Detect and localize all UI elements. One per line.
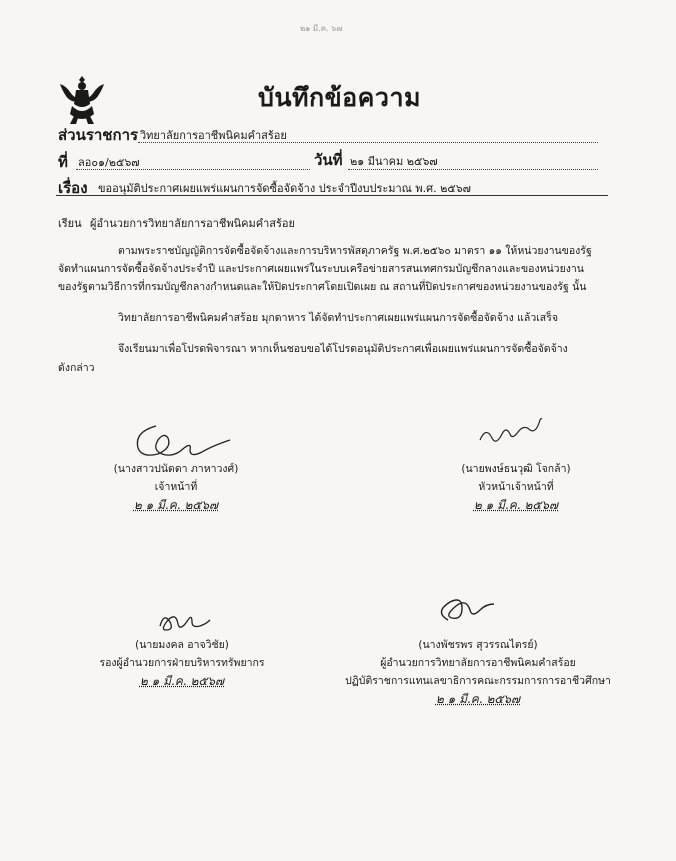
signature-1-name: (นางสาวปนัดดา ภาหาวงศ์) (113, 463, 239, 475)
agency-label: ส่วนราชการ (58, 126, 139, 144)
garuda-emblem-icon (56, 72, 108, 128)
signature-2-date: ๒ ๑ มี.ค. ๒๕๖๗ (473, 498, 559, 512)
date-value: ๒๑ มีนาคม ๒๕๖๗ (350, 155, 438, 168)
top-stamp: ๒๑ มี.ค. ๖๗ (300, 24, 343, 33)
ref-label: ที่ (58, 153, 68, 171)
ref-value: ลอ๐๑/๒๕๖๗ (78, 156, 140, 169)
agency-value: วิทยาลัยการอาชีพนิคมคำสร้อย (140, 129, 287, 142)
signature-2-name: (นายพงษ์ธนวุฒิ โจกล้า) (461, 463, 571, 475)
signature-3-position: รองผู้อำนวยการฝ่ายบริหารทรัพยากร (99, 657, 265, 669)
body-p1-line2: จัดทำแผนการจัดซื้อจัดจ้างประจำปี และประกาศเผยแพร่ในระบบเครือข่ายสารสนเทศกรมบัญชีกลางและของหน่วยงาน (58, 263, 584, 275)
signature-4-scribble (430, 594, 500, 630)
date-label: วันที่ (314, 151, 343, 169)
ref-underline (76, 169, 310, 170)
signature-3-scribble (154, 608, 214, 636)
body-p3-line2: ดังกล่าว (58, 362, 95, 374)
signature-1-scribble (126, 420, 236, 462)
signature-4-position: ผู้อำนวยการวิทยาลัยการอาชีพนิคมคำสร้อย (380, 657, 576, 669)
signature-1-date: ๒ ๑ มี.ค. ๒๕๖๗ (133, 498, 219, 512)
signature-2-scribble (476, 418, 556, 448)
agency-underline (138, 142, 598, 143)
body-p1-line3: ของรัฐตามวิธีการที่กรมบัญชีกลางกำหนดและให้ปิดประกาศโดยเปิดเผย ณ สถานที่ปิดประกาศของหน่วยงานของรัฐ นั้น (58, 281, 587, 293)
signature-3-name: (นายมงคล อาจวิชัย) (135, 639, 229, 651)
body-p2: วิทยาลัยการอาชีพนิคมคำสร้อย มุกดาหาร ได้จัดทำประกาศเผยแพร่แผนการจัดซื้อจัดจ้าง แล้วเสร็จ (118, 312, 559, 324)
body-p1-line1: ตามพระราชบัญญัติการจัดซื้อจัดจ้างและการบริหารพัสดุภาครัฐ พ.ศ.๒๕๖๐ มาตรา ๑๑ ให้หน่วยงานของรัฐ (118, 245, 592, 257)
date-underline (348, 169, 598, 170)
signature-4-name: (นางพัชรพร สุวรรณไตรย์) (418, 639, 538, 651)
body-p3-line1: จึงเรียนมาเพื่อโปรดพิจารณา หากเห็นชอบขอได้โปรดอนุมัติประกาศเพื่อเผยแพร่แผนการจัดซื้อจัดจ้าง (118, 343, 568, 355)
signature-3-date: ๒ ๑ มี.ค. ๒๕๖๗ (139, 674, 225, 688)
salutation-label: เรียน (58, 217, 82, 230)
signature-4-position-line2: ปฏิบัติราชการแทนเลขาธิการคณะกรรมการการอาชีวศึกษา (345, 675, 611, 687)
salutation-value: ผู้อำนวยการวิทยาลัยการอาชีพนิคมคำสร้อย (90, 217, 295, 230)
subject-value: ขออนุมัติประกาศเผยแพร่แผนการจัดซื้อจัดจ้าง ประจำปีงบประมาณ พ.ศ. ๒๕๖๗ (98, 182, 471, 195)
signature-2-position: หัวหน้าเจ้าหน้าที่ (478, 481, 554, 493)
subject-label: เรื่อง (58, 179, 88, 197)
subject-underline (56, 195, 608, 196)
signature-1-position: เจ้าหน้าที่ (154, 481, 198, 493)
page-title: บันทึกข้อความ (258, 83, 421, 112)
signature-4-date: ๒ ๑ มี.ค. ๒๕๖๗ (435, 692, 521, 706)
